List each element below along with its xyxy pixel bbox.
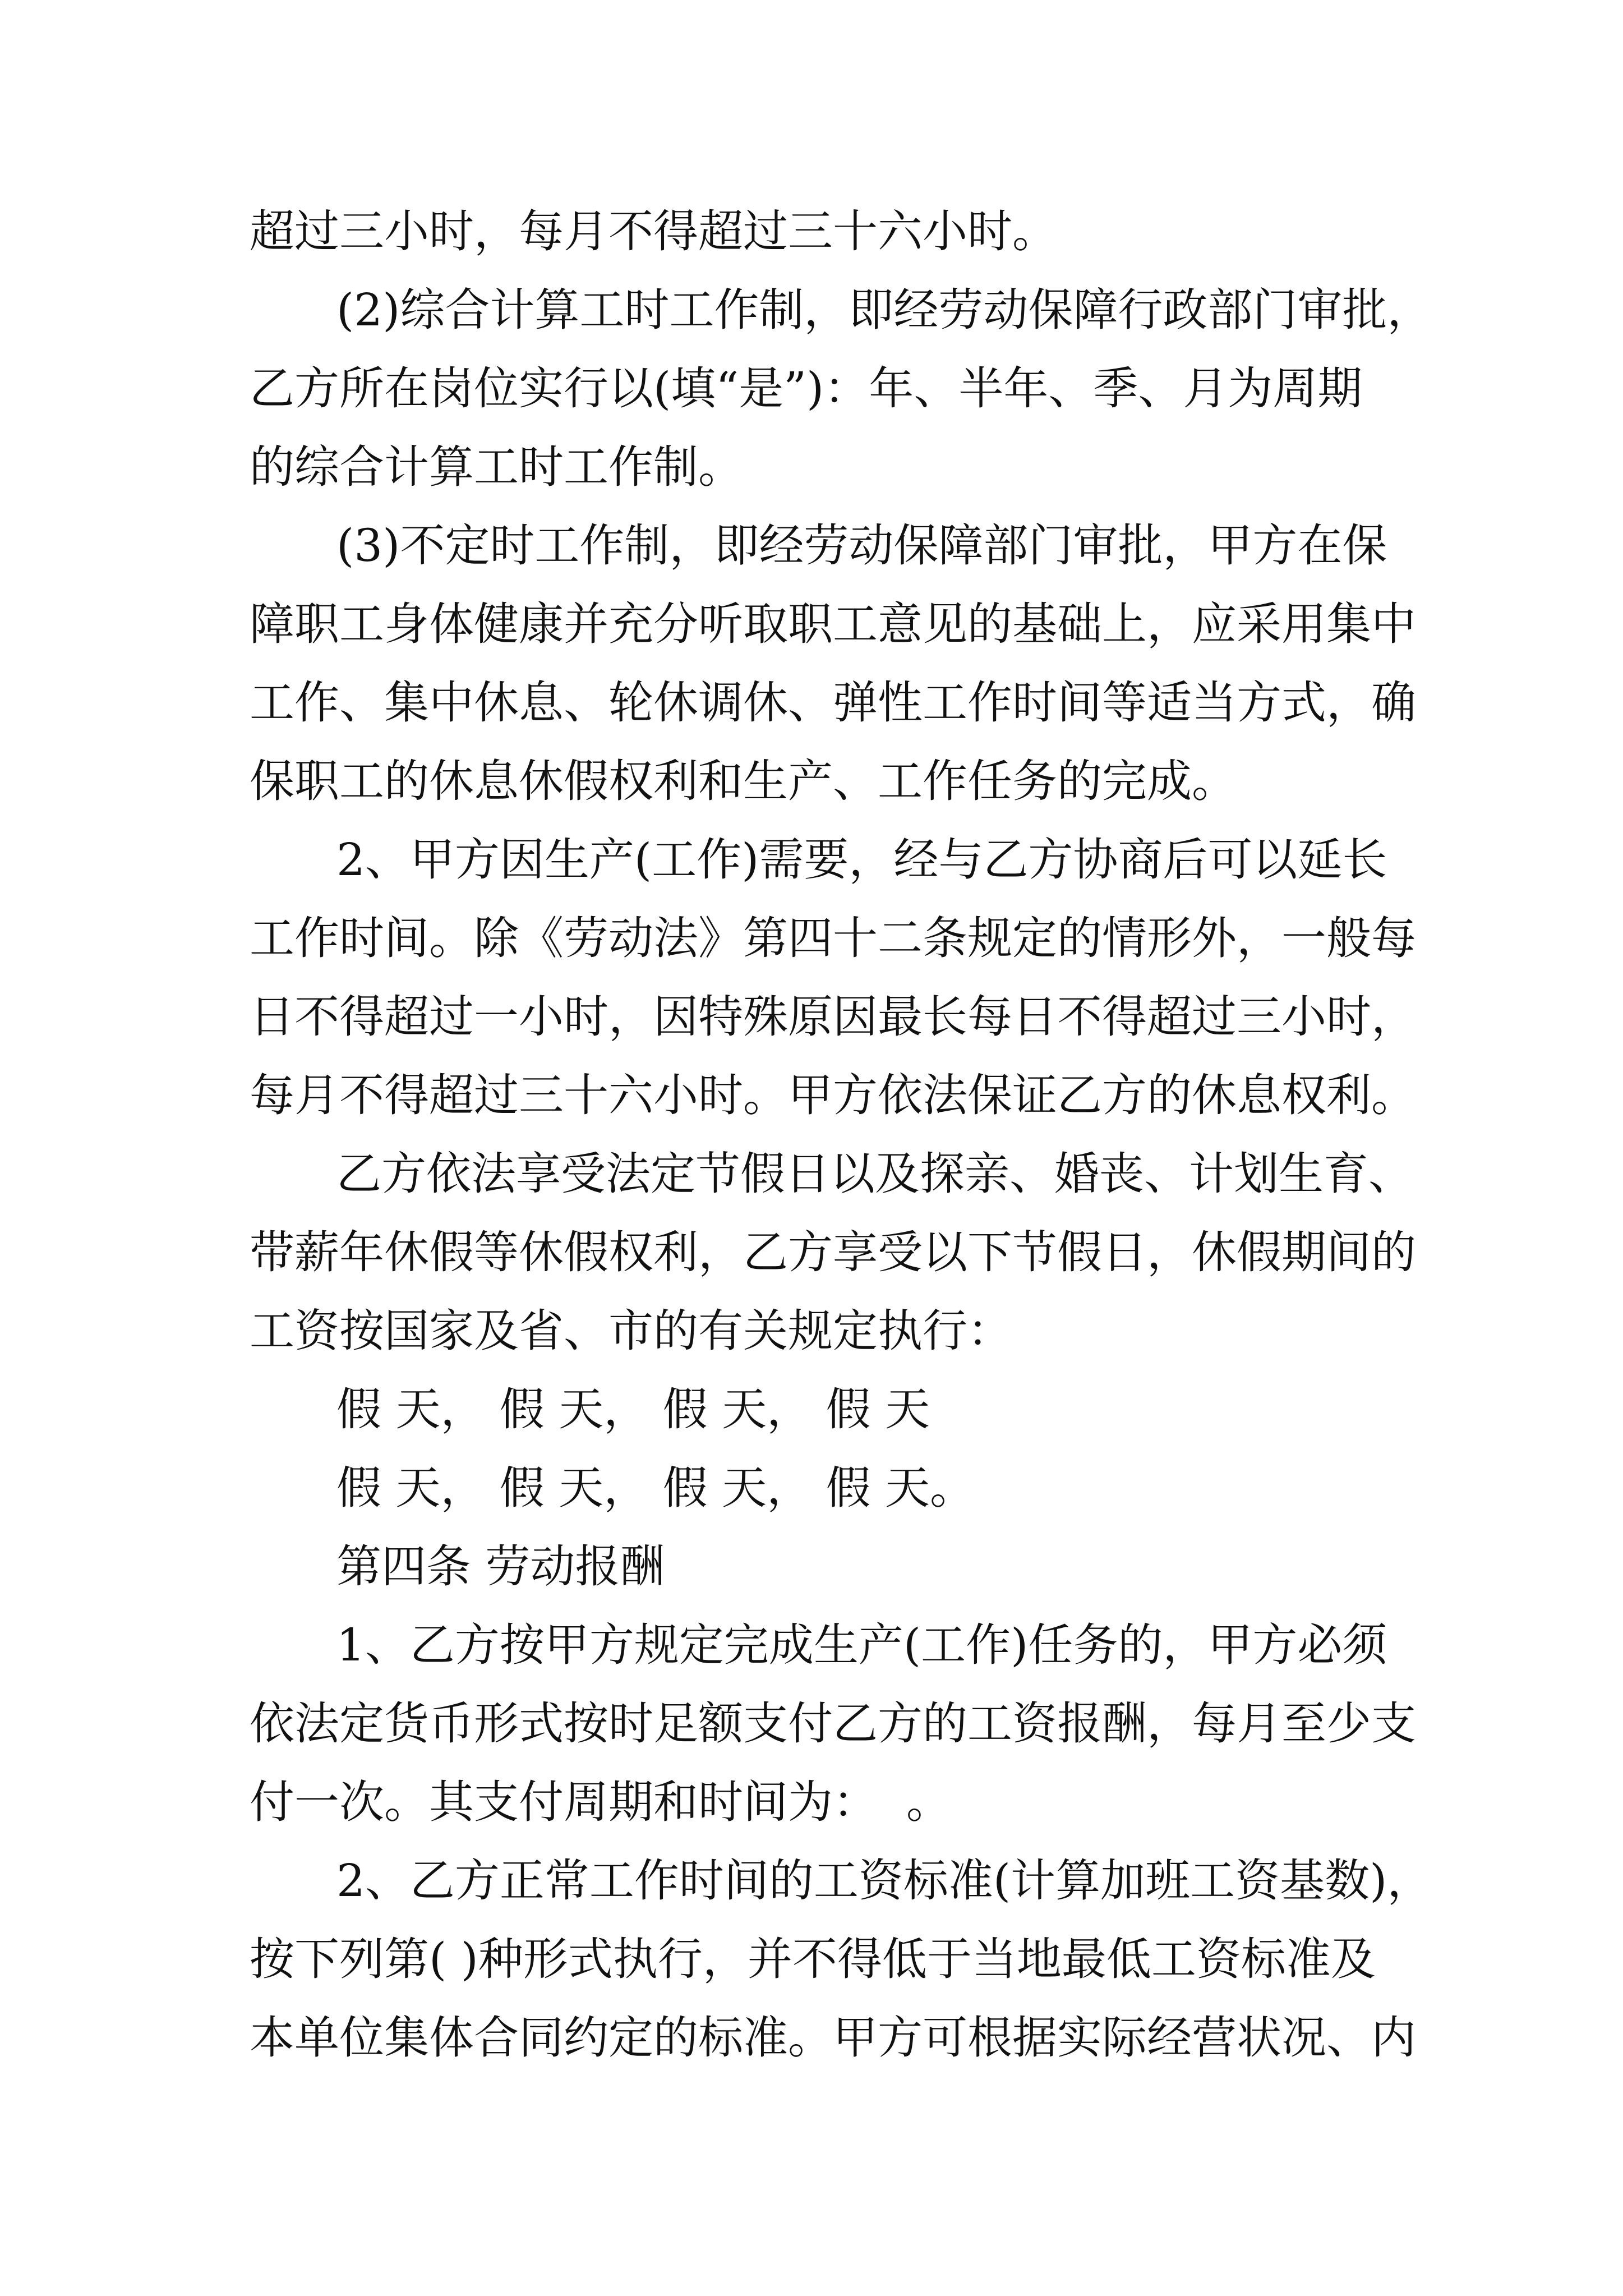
text-line: 超过三小时，每月不得超过三十六小时。 — [250, 205, 1057, 257]
text-line: 假 天， 假 天， 假 天， 假 天 — [336, 1383, 930, 1435]
text-line: (3)不定时工作制，即经劳动保障部门审批，甲方在保 — [336, 519, 1387, 572]
text-line: 乙方依法享受法定节假日以及探亲、婚丧、计划生育、 — [336, 1148, 1413, 1200]
text-line: 乙方所在岗位实行以(填“是”)：年、半年、季、月为周期 — [250, 362, 1363, 415]
text-line: 假 天， 假 天， 假 天， 假 天。 — [336, 1462, 975, 1514]
section-heading: 第四条 劳动报酬 — [336, 1540, 665, 1593]
text-line: 每月不得超过三十六小时。甲方依法保证乙方的休息权利。 — [250, 1069, 1416, 1121]
text-line: 本单位集体合同约定的标准。甲方可根据实际经营状况、内 — [250, 2012, 1416, 2064]
text-line: 障职工身体健康并充分听取职工意见的基础上，应采用集中 — [250, 598, 1416, 650]
text-line: 日不得超过一小时，因特殊原因最长每日不得超过三小时， — [250, 991, 1416, 1043]
text-line: 2、乙方正常工作时间的工资标准(计算加班工资基数)， — [336, 1855, 1432, 1907]
text-line: 工资按国家及省、市的有关规定执行： — [250, 1305, 1012, 1357]
text-line: 付一次。其支付周期和时间为： 。 — [250, 1776, 951, 1828]
text-line: 按下列第( )种形式执行，并不得低于当地最低工资标准及 — [250, 1933, 1376, 1985]
text-line: 工作、集中休息、轮休调休、弹性工作时间等适当方式，确 — [250, 677, 1416, 729]
text-line: 保职工的休息休假权利和生产、工作任务的完成。 — [250, 755, 1237, 807]
text-line: 依法定货币形式按时足额支付乙方的工资报酬，每月至少支 — [250, 1697, 1416, 1750]
text-line: 1、乙方按甲方规定完成生产(工作)任务的，甲方必须 — [336, 1619, 1387, 1671]
text-line: 的综合计算工时工作制。 — [250, 441, 743, 493]
text-line: 带薪年休假等休假权利，乙方享受以下节假日，休假期间的 — [250, 1226, 1416, 1278]
text-line: 2、甲方因生产(工作)需要，经与乙方协商后可以延长 — [336, 834, 1387, 886]
text-line: 工作时间。除《劳动法》第四十二条规定的情形外，一般每 — [250, 912, 1416, 964]
text-line: (2)综合计算工时工作制，即经劳动保障行政部门审批， — [336, 284, 1432, 336]
